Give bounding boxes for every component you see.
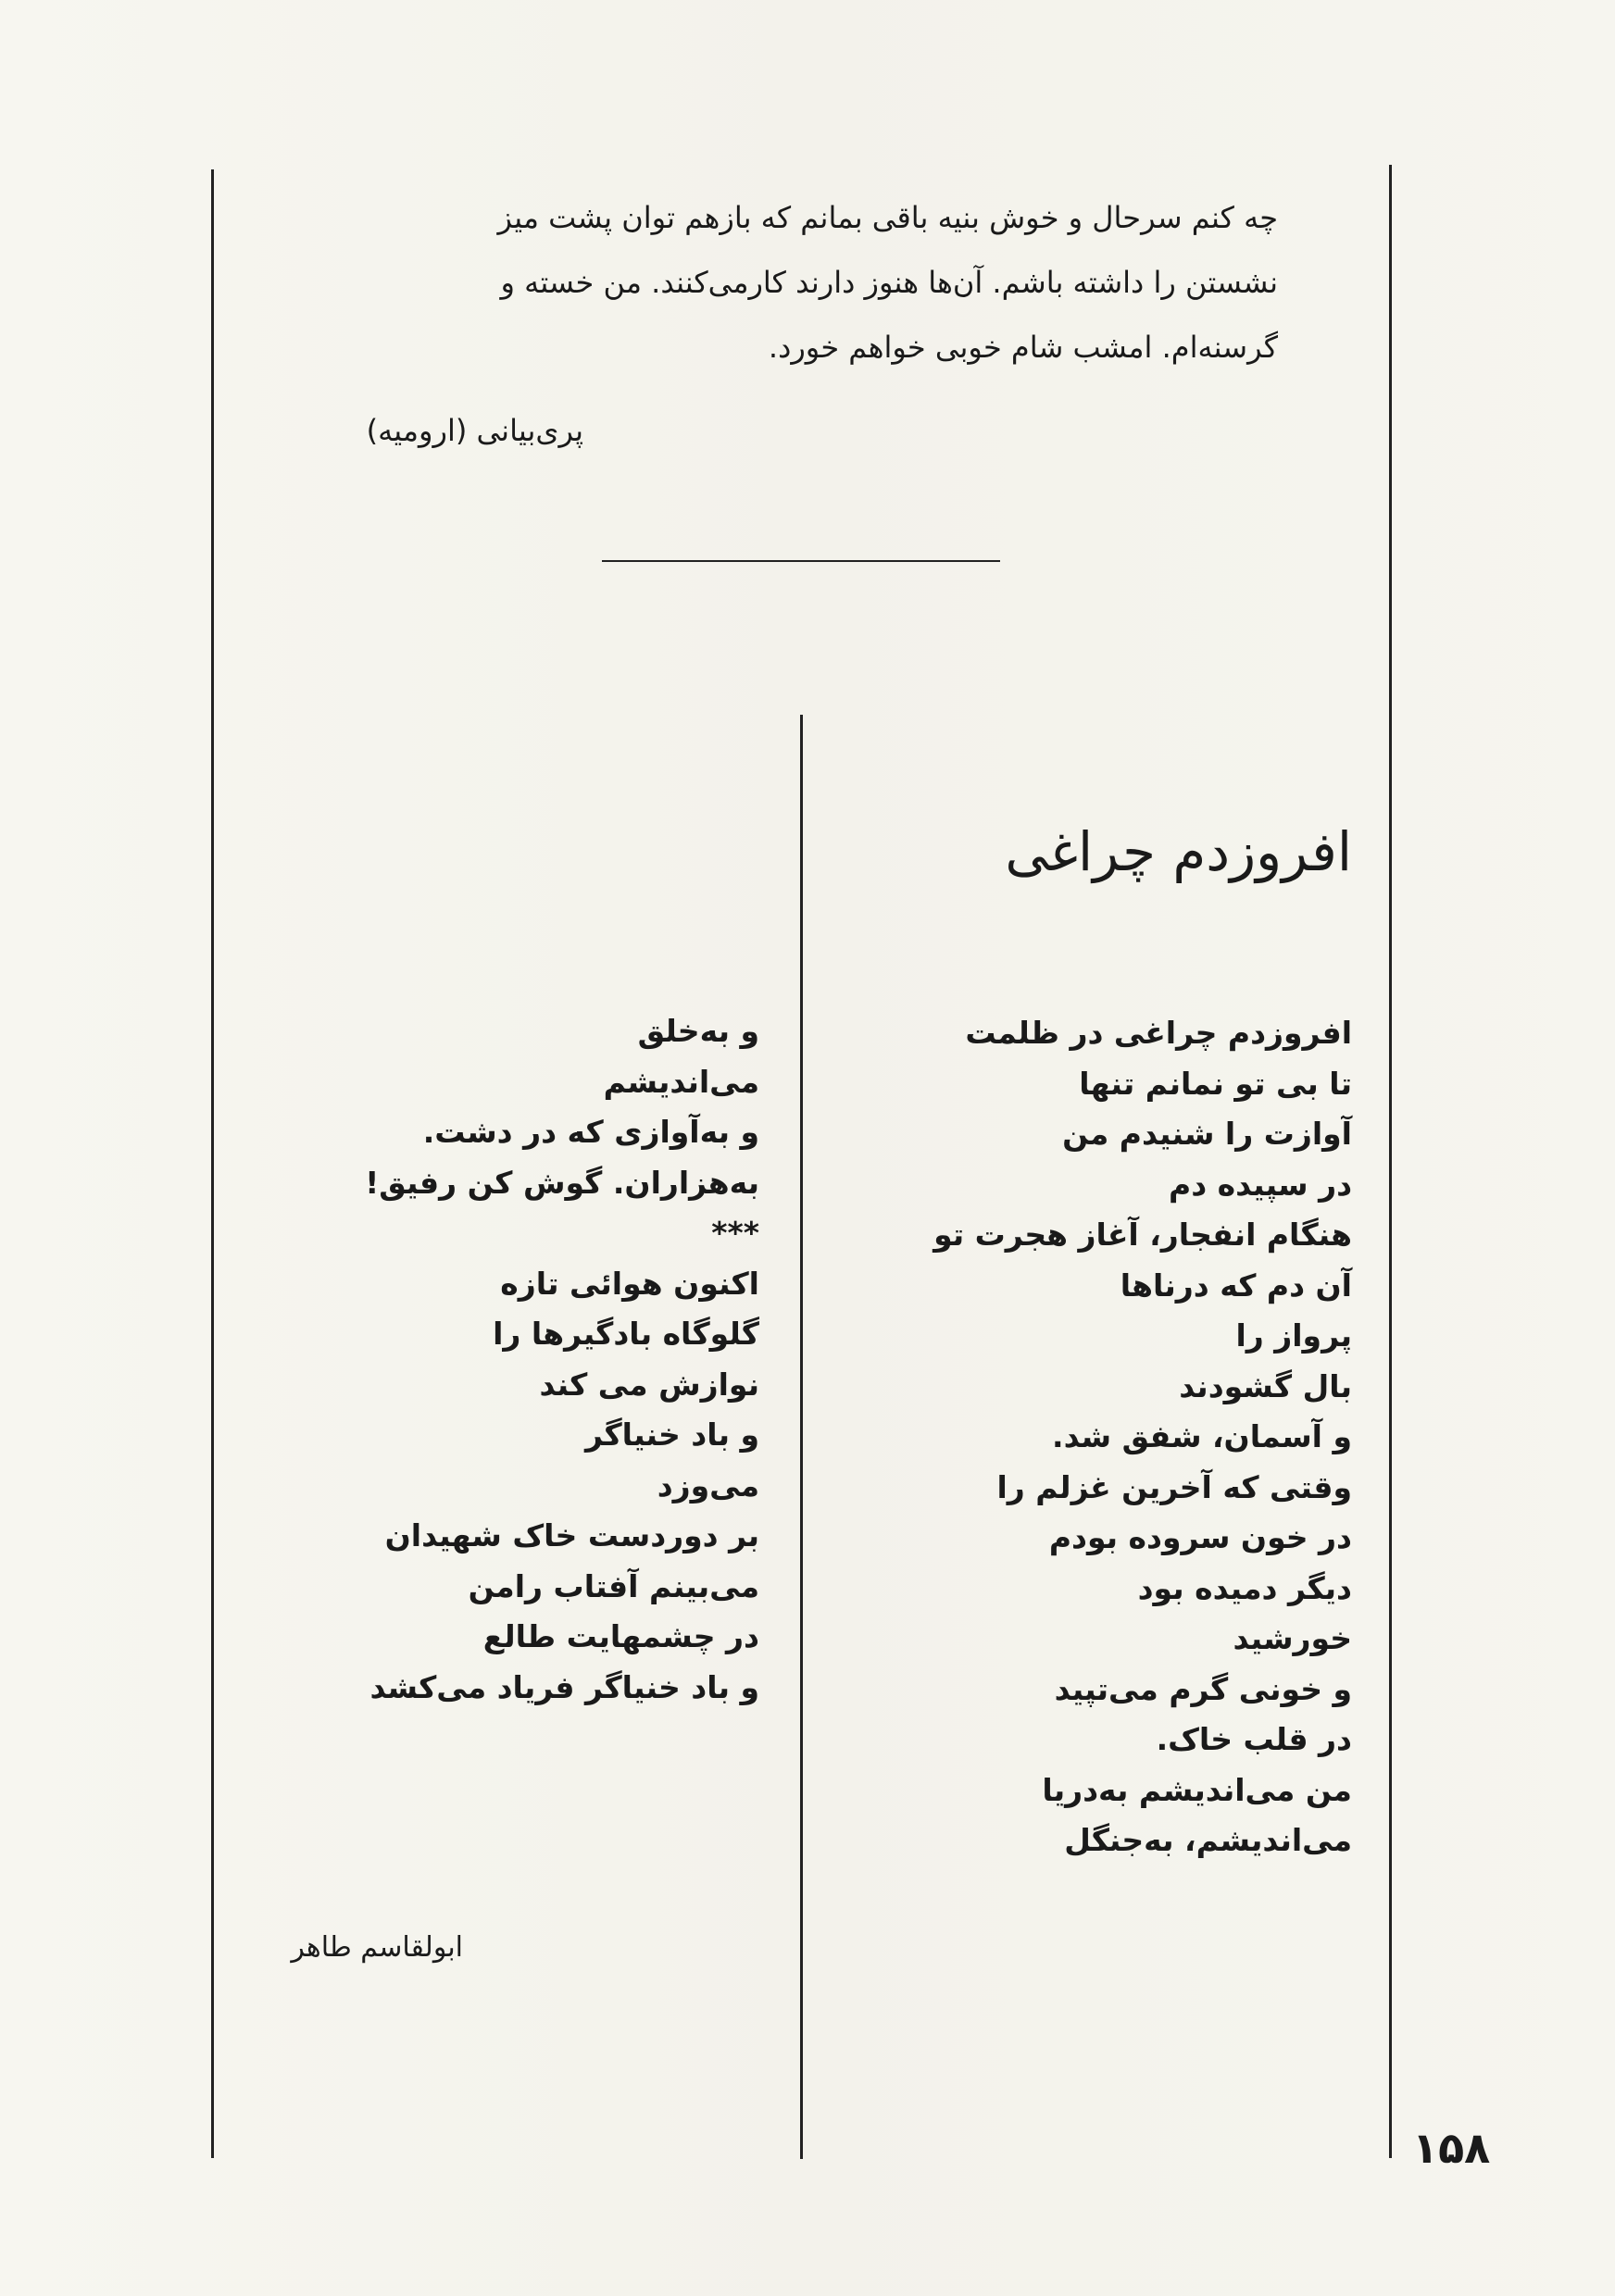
verse-line: نوازش می کند — [539, 1366, 759, 1403]
verse-line: خورشید — [1233, 1620, 1352, 1656]
verse-line: در خون سروده بودم — [1048, 1519, 1352, 1555]
prose-author-signature: پری‌بیانی (ارومیه) — [366, 413, 583, 448]
left-margin-rule — [211, 169, 214, 2158]
verse-line: آوازت را شنیدم من — [1062, 1116, 1352, 1152]
verse-line: و خونی گرم می‌تپید — [1054, 1670, 1352, 1707]
verse-line: دیگر دمیده بود — [1137, 1569, 1352, 1606]
poem-column-right — [889, 1008, 1352, 1866]
poem-author-signature: ابولقاسم طاهر — [291, 1931, 463, 1964]
verse-line: هنگام انفجار، آغاز هجرت تو — [933, 1217, 1352, 1253]
stanza-break: *** — [711, 1215, 759, 1251]
verse-line: گلوگاه بادگیرها را — [493, 1316, 759, 1352]
verse-line: می‌اندیشم — [603, 1063, 759, 1100]
verse-line: افروزدم چراغی در ظلمت — [965, 1015, 1352, 1051]
verse-line: آن دم که درناها — [1120, 1267, 1352, 1304]
prose-paragraph — [278, 185, 1278, 380]
column-divider-rule — [800, 715, 803, 2159]
verse-line: و باد خنیاگر — [584, 1416, 759, 1453]
verse-line: در چشمهایت طالع — [482, 1618, 759, 1654]
prose-line: نشستن را داشته باشم. آن‌ها هنوز دارند کارمی‌کنند. من خسته و — [500, 265, 1278, 300]
right-margin-rule — [1389, 165, 1392, 2158]
verse-line: بر دوردست خاک شهیدان — [384, 1517, 759, 1554]
verse-line: وقتی که آخرین غزلم را — [996, 1468, 1352, 1505]
poem-column-left — [278, 1006, 759, 1713]
verse-line: تا بی تو نمانم تنها — [1079, 1065, 1352, 1102]
verse-line: و آسمان، شفق شد. — [1052, 1418, 1352, 1454]
prose-line: گرسنه‌ام. امشب شام خوبی خواهم خورد. — [768, 330, 1278, 365]
verse-line: می‌اندیشم، به‌جنگل — [1064, 1822, 1352, 1858]
verse-line: و باد خنیاگر فریاد می‌کشد — [369, 1668, 759, 1705]
verse-line: و به‌آوازی که در دشت. — [422, 1114, 759, 1150]
verse-line: به‌هزاران. گوش کن رفیق! — [365, 1164, 759, 1201]
verse-line: در قلب خاک. — [1156, 1721, 1352, 1757]
verse-line: پرواز را — [1235, 1317, 1352, 1354]
verse-line: می‌بینم آفتاب رامن — [468, 1567, 759, 1604]
verse-line: و به‌خلق — [637, 1013, 759, 1049]
verse-line: اکنون هوائی تازه — [500, 1265, 759, 1302]
section-separator-rule — [602, 560, 1000, 562]
verse-line: من می‌اندیشم به‌دریا — [1042, 1771, 1352, 1808]
prose-line: چه کنم سرحال و خوش بنیه باقی بمانم که بازهم توان پشت میز — [497, 200, 1278, 235]
poem-title: افروزدم چراغی — [1005, 820, 1352, 883]
verse-line: در سپیده دم — [1169, 1166, 1352, 1203]
verse-line: می‌وزد — [657, 1466, 759, 1504]
page-number: ۱۵۸ — [1412, 2123, 1491, 2173]
verse-line: بال گشودند — [1179, 1367, 1352, 1404]
